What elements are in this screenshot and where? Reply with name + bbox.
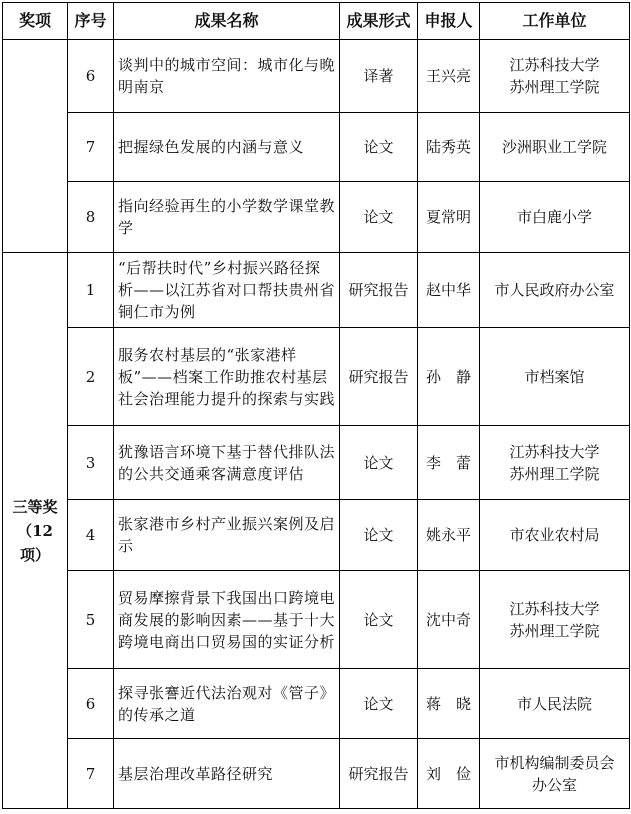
row-number: 5 — [68, 571, 114, 669]
applicant: 孙 静 — [418, 328, 480, 426]
header-form: 成果形式 — [340, 3, 418, 40]
result-title: “后帮扶时代”乡村振兴路径探析——以江苏省对口帮扶贵州省铜仁市为例 — [114, 253, 340, 328]
row-number: 7 — [68, 739, 114, 809]
header-applicant: 申报人 — [418, 3, 480, 40]
result-title: 服务农村基层的“张家港样板”——档案工作助推农村基层社会治理能力提升的探索与实践 — [114, 328, 340, 426]
header-title: 成果名称 — [114, 3, 340, 40]
result-form: 论文 — [340, 182, 418, 253]
applicant: 姚永平 — [418, 500, 480, 571]
result-form: 论文 — [340, 426, 418, 500]
result-form: 研究报告 — [340, 253, 418, 328]
table-row — [3, 253, 630, 328]
result-form: 译著 — [340, 40, 418, 113]
result-title: 基层治理改革路径研究 — [114, 739, 340, 809]
table-row — [3, 669, 630, 739]
applicant: 夏常明 — [418, 182, 480, 253]
result-title: 贸易摩擦背景下我国出口跨境电商发展的影响因素——基于十大跨境电商出口贸易国的实证分析 — [114, 571, 340, 669]
work-unit: 市人民法院 — [480, 669, 630, 739]
row-number: 6 — [68, 40, 114, 113]
applicant: 蒋 晓 — [418, 669, 480, 739]
work-unit: 沙洲职业工学院 — [480, 113, 630, 182]
result-title: 犹豫语言环境下基于替代排队法的公共交通乘客满意度评估 — [114, 426, 340, 500]
awards-table — [2, 2, 630, 809]
row-number: 8 — [68, 182, 114, 253]
result-title: 探寻张謇近代法治观对《管子》的传承之道 — [114, 669, 340, 739]
work-unit: 市白鹿小学 — [480, 182, 630, 253]
table-row — [3, 328, 630, 426]
work-unit: 江苏科技大学 苏州理工学院 — [480, 40, 630, 113]
table-row — [3, 571, 630, 669]
header-award: 奖项 — [3, 3, 68, 40]
row-number: 6 — [68, 669, 114, 739]
work-unit: 江苏科技大学 苏州理工学院 — [480, 426, 630, 500]
result-form: 研究报告 — [340, 739, 418, 809]
table-row — [3, 113, 630, 182]
award-cell-continued — [3, 40, 68, 253]
work-unit: 市农业农村局 — [480, 500, 630, 571]
table-row — [3, 40, 630, 113]
result-title: 谈判中的城市空间：城市化与晚明南京 — [114, 40, 340, 113]
applicant: 刘 俭 — [418, 739, 480, 809]
applicant: 赵中华 — [418, 253, 480, 328]
header-number: 序号 — [68, 3, 114, 40]
row-number: 7 — [68, 113, 114, 182]
table-row — [3, 182, 630, 253]
applicant: 李 蕾 — [418, 426, 480, 500]
header-row — [3, 3, 630, 40]
work-unit: 市档案馆 — [480, 328, 630, 426]
result-form: 论文 — [340, 113, 418, 182]
result-form: 论文 — [340, 571, 418, 669]
work-unit: 江苏科技大学 苏州理工学院 — [480, 571, 630, 669]
work-unit: 市机构编制委员会 办公室 — [480, 739, 630, 809]
table-row — [3, 426, 630, 500]
row-number: 4 — [68, 500, 114, 571]
header-unit: 工作单位 — [480, 3, 630, 40]
row-number: 3 — [68, 426, 114, 500]
applicant: 王兴亮 — [418, 40, 480, 113]
result-form: 论文 — [340, 669, 418, 739]
result-form: 研究报告 — [340, 328, 418, 426]
applicant: 沈中奇 — [418, 571, 480, 669]
table-row — [3, 739, 630, 809]
result-title: 张家港市乡村产业振兴案例及启示 — [114, 500, 340, 571]
result-title: 指向经验再生的小学数学课堂教学 — [114, 182, 340, 253]
row-number: 2 — [68, 328, 114, 426]
row-number: 1 — [68, 253, 114, 328]
applicant: 陆秀英 — [418, 113, 480, 182]
award-cell-third-prize: 三等奖 （12 项） — [3, 253, 68, 809]
result-form: 论文 — [340, 500, 418, 571]
table-row — [3, 500, 630, 571]
work-unit: 市人民政府办公室 — [480, 253, 630, 328]
result-title: 把握绿色发展的内涵与意义 — [114, 113, 340, 182]
